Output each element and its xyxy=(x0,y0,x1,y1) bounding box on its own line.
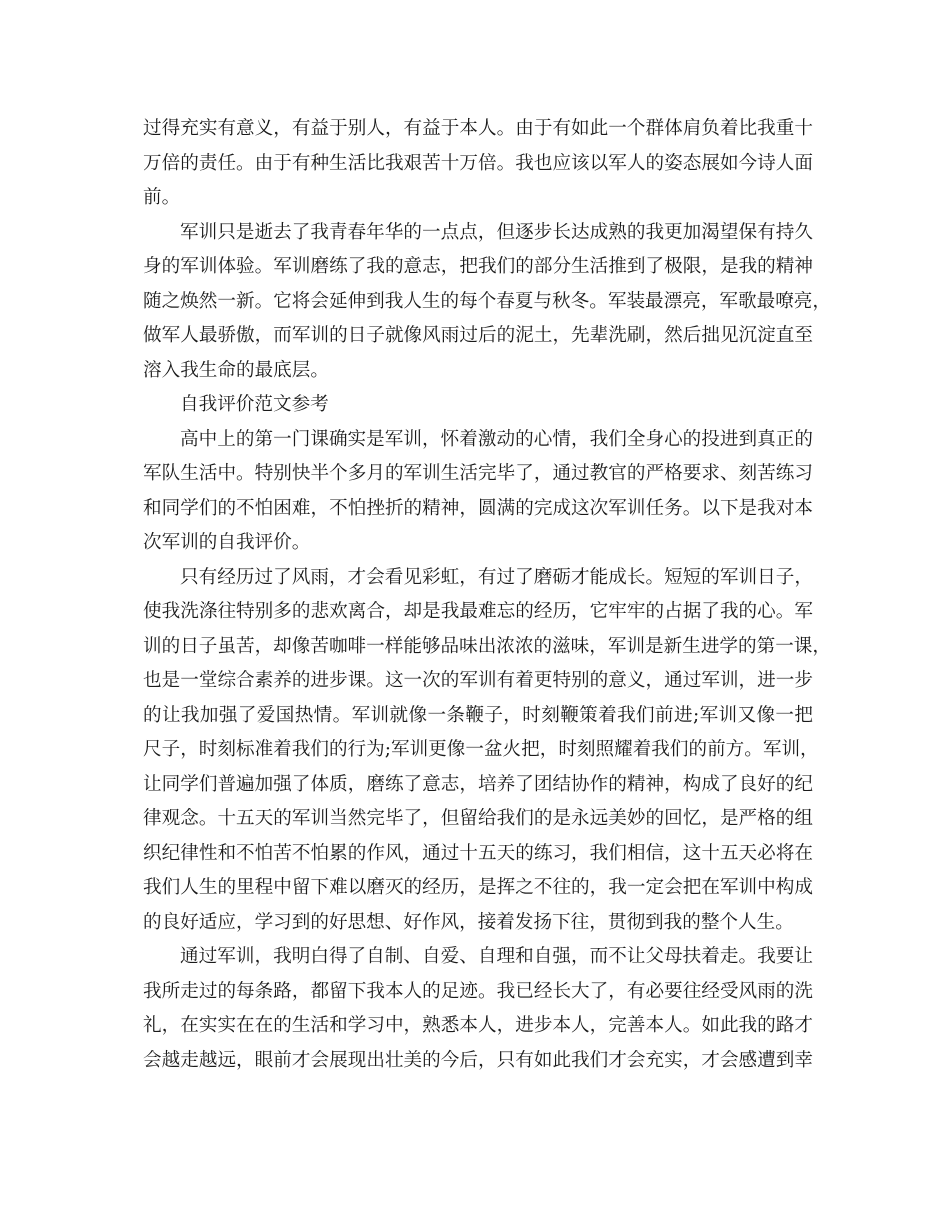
text-line: 通过军训，我明白得了自制、自爱、自理和自强，而不让父母扶着走。我要让 xyxy=(180,946,813,967)
text-line: 过得充实有意义，有益于别人，有益于本人。由于有如此一个群体肩负着比我重十 xyxy=(143,118,813,139)
text-line: 前。 xyxy=(143,187,181,208)
text-line: 自我评价范文参考 xyxy=(180,394,329,415)
text-line: 会越走越远，眼前才会展现出壮美的今后，只有如此我们才会充实，才会感遭到幸 xyxy=(143,1049,813,1071)
text-line: 军队生活中。特别快半个多月的军训生活完毕了，通过教官的严格要求、刻苦练习 xyxy=(143,463,813,484)
text-line: 的让我加强了爱国热情。军训就像一条鞭子，时刻鞭策着我们前进;军训又像一把 xyxy=(143,704,813,726)
text-line: 做军人最骄傲，而军训的日子就像风雨过后的泥土，先辈洗刷，然后拙见沉淀直至 xyxy=(143,325,813,346)
text-line: 训的日子虽苦，却像苦咖啡一样能够品味出浓浓的滋味，军训是新生进学的第一课， xyxy=(143,635,831,657)
text-line: 礼，在实实在在的生活和学习中，熟悉本人，进步本人，完善本人。如此我的路才 xyxy=(143,1015,813,1036)
text-line: 次军训的自我评价。 xyxy=(143,532,311,553)
text-line: 随之焕然一新。它将会延伸到我人生的每个春夏与秋冬。军装最漂亮，军歌最嘹亮， xyxy=(143,290,831,312)
text-line: 律观念。十五天的军训当然完毕了，但留给我们的是永远美妙的回忆，是严格的组 xyxy=(143,808,813,829)
text-line: 织纪律性和不怕苦不怕累的作风，通过十五天的练习，我们相信，这十五天必将在 xyxy=(143,842,813,864)
text-line: 也是一堂综合素养的进步课。这一次的军训有着更特别的意义，通过军训，进一步 xyxy=(143,670,813,691)
text-line: 我们人生的里程中留下难以磨灭的经历，是挥之不往的，我一定会把在军训中构成 xyxy=(143,877,813,898)
text-line: 使我洗涤往特别多的悲欢离合，却是我最难忘的经历，它牢牢的占据了我的心。军 xyxy=(143,601,813,622)
text-line: 只有经历过了风雨，才会看见彩虹，有过了磨砺才能成长。短短的军训日子， xyxy=(180,566,813,588)
text-line: 溶入我生命的最底层。 xyxy=(143,359,329,381)
text-line: 万倍的责任。由于有种生活比我艰苦十万倍。我也应该以军人的姿态展如今诗人面 xyxy=(143,152,813,174)
text-line: 尺子，时刻标准着我们的行为;军训更像一盆火把，时刻照耀着我们的前方。军训， xyxy=(143,739,819,760)
text-line: 高中上的第一门课确实是军训，怀着激动的心情，我们全身心的投进到真正的 xyxy=(180,428,813,450)
text-line: 军训只是逝去了我青春年华的一点点，但逐步长达成熟的我更加渴望保有持久 xyxy=(180,221,813,243)
text-line: 我所走过的每条路，都留下我本人的足迹。我已经长大了，有必要往经受风雨的洗 xyxy=(143,980,813,1002)
text-line: 让同学们普遍加强了体质，磨练了意志，培养了团结协作的精神，构成了良好的纪 xyxy=(143,773,813,795)
text-line: 和同学们的不怕困难，不怕挫折的精神，圆满的完成这次军训任务。以下是我对本 xyxy=(143,497,813,519)
text-line: 的良好适应，学习到的好思想、好作风，接着发扬下往，贯彻到我的整个人生。 xyxy=(143,911,794,933)
text-line: 身的军训体验。军训磨练了我的意志，把我们的部分生活推到了极限，是我的精神 xyxy=(143,256,813,277)
